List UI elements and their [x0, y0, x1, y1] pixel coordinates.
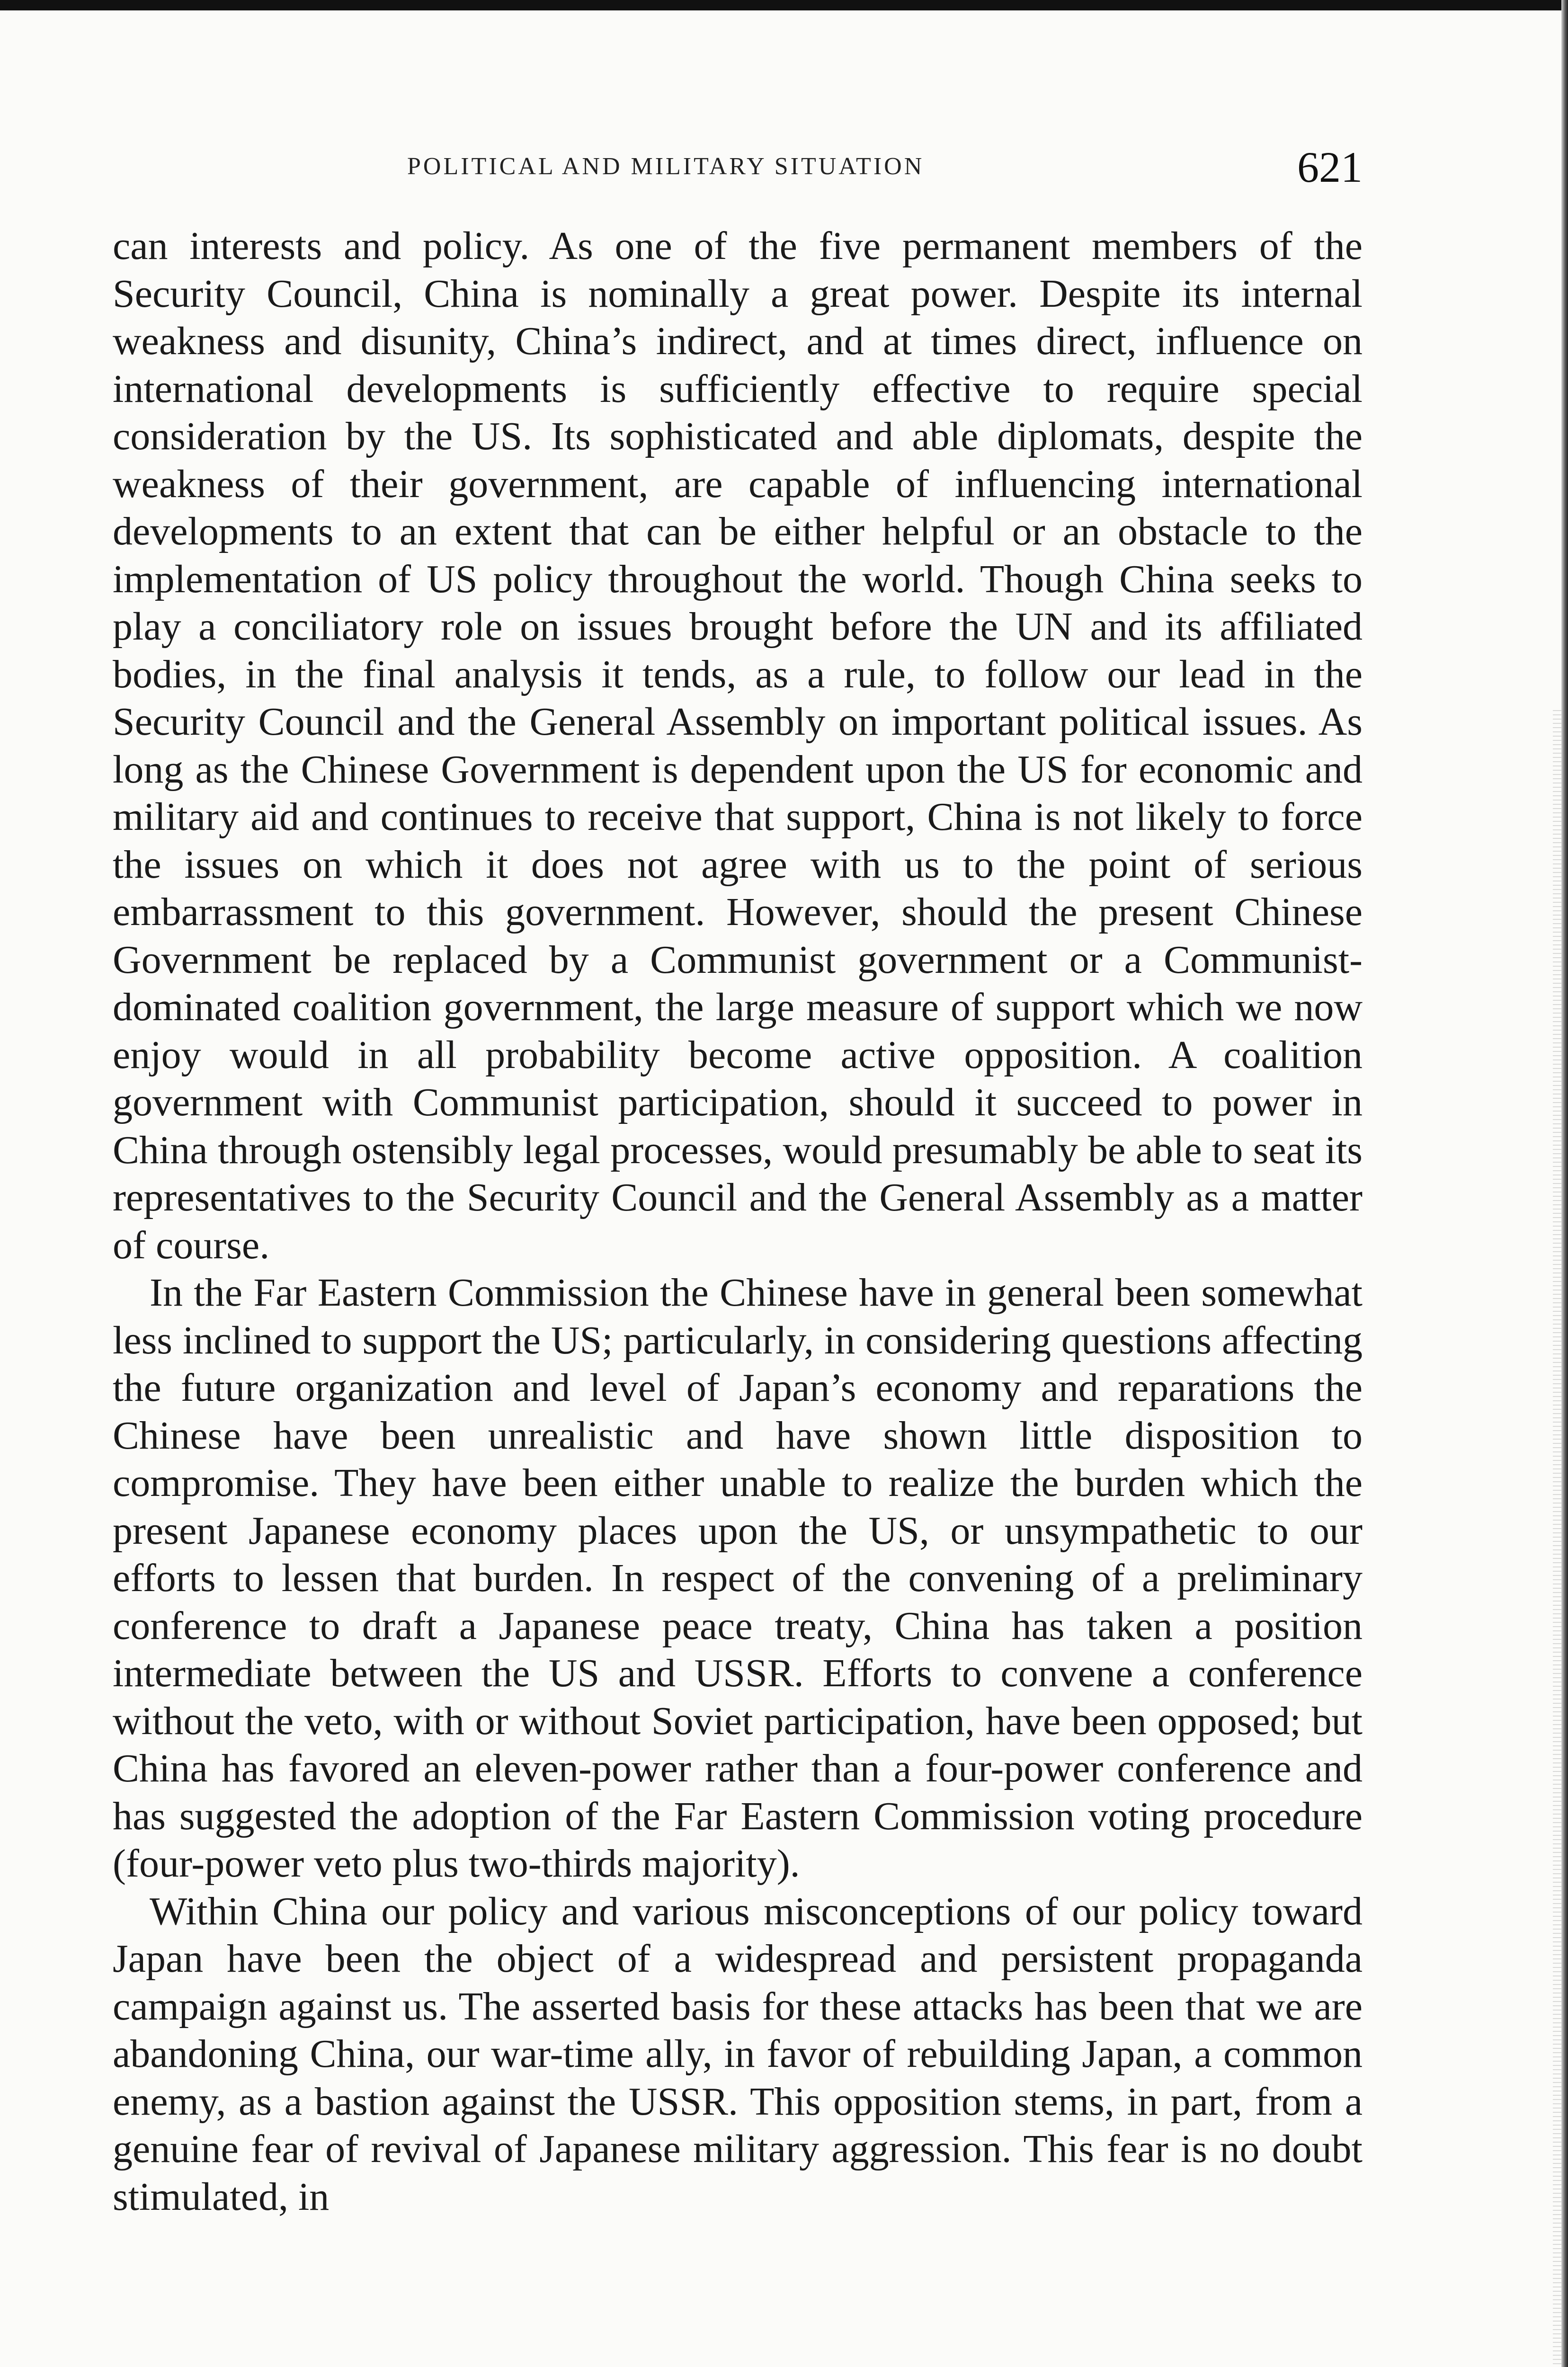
scan-edge-fringe: [1553, 710, 1561, 2367]
page-number: 621: [1297, 143, 1363, 191]
scan-right-edge: [1561, 0, 1568, 2367]
paragraph-within-china: Within China our policy and various misconceptions of our policy toward Japan have been the object of a widespread and persistent propaganda campaign against us. The asserted basis for these attacks has been that we are abandoning China, our war-time ally, in favor of rebuilding Japan, a common enemy, as a bastion against the USSR. This opposition stems, in part, from a genuine fear of revival of Japanese military aggression. This fear is no doubt stimulated, in: [113, 1889, 1363, 2219]
scan-top-edge: [0, 0, 1568, 10]
body-text: [113, 222, 1363, 2221]
paragraph-continued: can interests and policy. As one of the five permanent members of the Security Council, China is nominally a great power. Despite its internal weakness and disunity, China’s indirect, and at times direct, influence on international developments is sufficiently effective to require special consideration by the US. Its sophisticated and able diplomats, despite the weakness of their government, are capable of influencing international developments to an extent that can be either helpful or an obstacle to the implementation of US policy throughout the world. Though China seeks to play a conciliatory role on issues brought before the UN and its affiliated bodies, in the final analysis it tends, as a rule, to follow our lead in the Security Council and the General Assembly on important political issues. As long as the Chinese Government is dependent upon the US for economic and military aid and continues to receive that support, China is not likely to force the issues on which it does not agree with us to the point of serious embarrassment to this government. However, should the present Chinese Government be replaced by a Communist government or a Communist-dominated coalition government, the large measure of support which we now enjoy would in all probability become active opposition. A coalition government with Communist participation, should it succeed to power in China through ostensibly legal processes, would presumably be able to seat its representatives to the Security Council and the General Assembly as a matter of course.: [113, 224, 1363, 1267]
paragraph-far-eastern-commission: In the Far Eastern Commission the Chinese have in general been somewhat less inclined to support the US; particularly, in considering questions affecting the future organization and level of Japan’s economy and reparations the Chinese have been unrealistic and have shown little disposition to compromise. They have been either unable to realize the burden which the present Japanese economy places upon the US, or unsympathetic to our efforts to lessen that burden. In respect of the convening of a preliminary conference to draft a Japanese peace treaty, China has taken a position intermediate between the US and USSR. Efforts to convene a conference without the veto, with or without Soviet participation, have been opposed; but China has favored an eleven-power rather than a four-power conference and has suggested the adoption of the Far Eastern Commission voting procedure (four-power veto plus two-thirds majority).: [113, 1271, 1363, 1886]
running-head: POLITICAL AND MILITARY SITUATION: [407, 153, 925, 180]
